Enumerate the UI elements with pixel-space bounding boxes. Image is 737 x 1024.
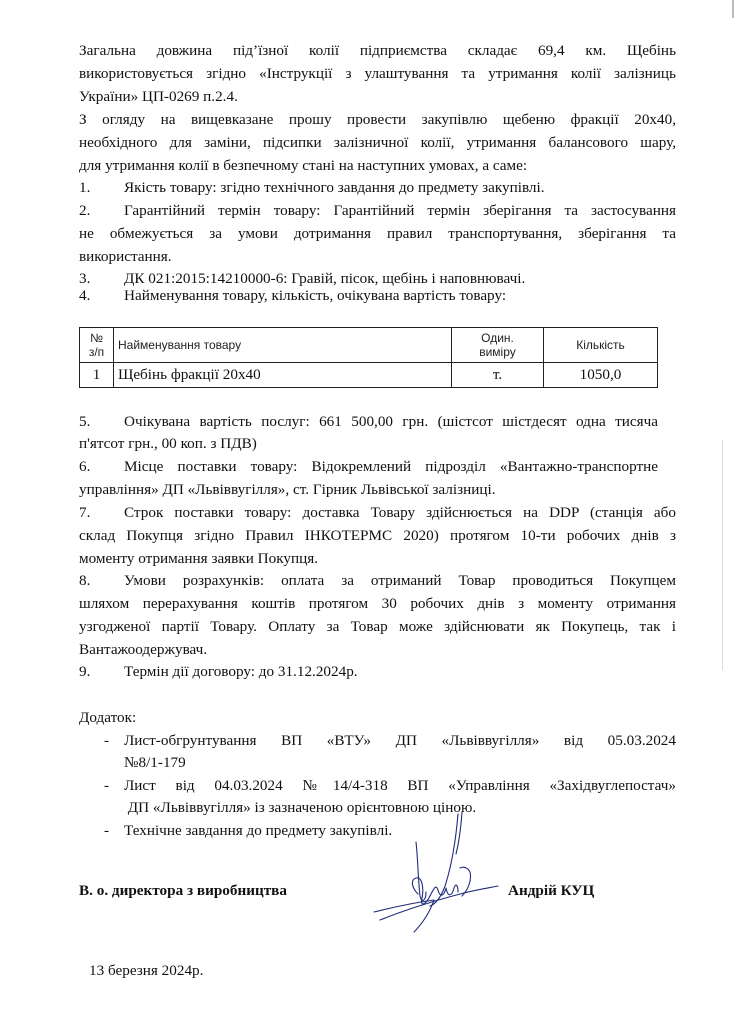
handwritten-signature: [360, 808, 510, 938]
item-number: 9.: [79, 663, 91, 680]
item-5-text-cont: п'ятсот грн., 00 коп. з ПДВ): [79, 435, 257, 452]
item-7-text: Строк поставки товару: доставка Товару здійснюється на DDP (станція або: [124, 504, 676, 521]
item-8-text-cont: шляхом перерахування коштів протягом 30 робочих днів з моменту отримання: [79, 595, 676, 612]
item-7-text-cont: моменту отримання заявки Покупця.: [79, 550, 319, 567]
attachment-2-text: Лист від 04.03.2024 №14/4-318 ВП «Управління «Західвуглепостач»: [124, 777, 676, 794]
signatory-position: В. о. директора з виробництва: [79, 882, 287, 899]
attachment-bullet: -: [104, 822, 110, 839]
col-header-number: [80, 328, 114, 363]
col-header-unit-line2: виміру: [479, 345, 516, 359]
cell-quantity: 1050,0: [544, 363, 658, 388]
col-header-unit: [452, 328, 544, 363]
attachment-1-text: Лист-обгрунтування ВП «ВТУ» ДП «Львіввугілля» від 05.03.2024: [124, 732, 676, 749]
col-header-name: Найменування товару: [114, 328, 452, 363]
item-6-text: Місце поставки товару: Відокремлений підрозділ «Вантажно-транспортне: [124, 458, 658, 475]
item-9-text: Термін дії договору: до 31.12.2024р.: [124, 663, 358, 680]
item-8-text-cont: узгодженої партії Товару. Оплату за Товар може здійснювати як Покупець, так і: [79, 618, 676, 635]
col-header-number-line1: №: [90, 331, 103, 345]
item-8-text: Умови розрахунків: оплата за отриманий Товар проводиться Покупцем: [124, 572, 676, 589]
item-number: 2.: [79, 202, 91, 219]
item-5-text: Очікувана вартість послуг: 661 500,00 грн. (шістсот шістдесят одна тисяча: [124, 413, 658, 430]
item-number: 7.: [79, 504, 91, 521]
item-number: 1.: [79, 179, 91, 196]
table-header-row: [80, 328, 658, 363]
attachment-1-text-cont: №8/1-179: [124, 754, 186, 771]
intro-line-4: З огляду на вищевказане прошу провести закупівлю щебеню фракції 20х40,: [79, 111, 676, 128]
item-number: 6.: [79, 458, 91, 475]
item-3-text: ДК 021:2015:14210000-6: Гравій, пісок, щебінь і наповнювачі.: [124, 270, 526, 287]
document-date: 13 березня 2024р.: [89, 962, 204, 979]
item-4-text: Найменування товару, кількість, очікувана вартість товару:: [124, 287, 507, 304]
attachment-2-text-cont: ДП «Львіввугілля» із зазначеною орієнтовною ціною.: [124, 799, 477, 816]
item-number: 3.: [79, 270, 91, 287]
col-header-unit-line1: Один.: [481, 331, 514, 345]
table-row: [80, 363, 658, 388]
goods-table: [79, 327, 658, 388]
item-2-text-cont: не обмежується за умови дотримання правил транспортування, зберігання та: [79, 225, 676, 242]
signatory-name: Андрій КУЦ: [508, 882, 595, 899]
scan-mark: [722, 440, 723, 670]
item-2-text: Гарантійний термін товару: Гарантійний термін зберігання та застосування: [124, 202, 676, 219]
intro-line-5: необхідного для заміни, підсипки залізничної колії, утримання балансового шару,: [79, 134, 676, 151]
item-7-text-cont: склад Покупця згідно Правил ІНКОТЕРМС 2020) протягом 10-ти робочих днів з: [79, 527, 676, 544]
item-1-text: Якість товару: згідно технічного завдання до предмету закупівлі.: [124, 179, 545, 196]
cell-number: 1: [80, 363, 114, 388]
attachment-bullet: -: [104, 777, 110, 794]
item-8-text-cont: Вантажоодержувач.: [79, 641, 208, 658]
cell-unit: т.: [452, 363, 544, 388]
attachments-heading: Додаток:: [79, 709, 137, 726]
col-header-number-line2: з/п: [88, 345, 105, 359]
item-number: 5.: [79, 413, 91, 430]
intro-line-2: використовується згідно «Інструкції з улаштування та утримання колії залізниць: [79, 65, 676, 82]
attachment-bullet: -: [104, 732, 110, 749]
intro-line-3: України» ЦП-0269 п.2.4.: [79, 88, 238, 105]
item-2-text-cont: використання.: [79, 248, 172, 265]
intro-line-1: Загальна довжина під’їзної колії підприємства складає 69,4 км. Щебінь: [79, 42, 676, 59]
item-6-text-cont: управління» ДП «Львіввугілля», ст. Гірник Львівської залізниці.: [79, 481, 496, 498]
intro-line-6: для утримання колії в безпечному стані на наступних умовах, а саме:: [79, 157, 528, 174]
col-header-quantity: Кількість: [544, 328, 658, 363]
item-number: 4.: [79, 287, 91, 304]
scan-mark: [732, 0, 734, 18]
item-number: 8.: [79, 572, 91, 589]
attachment-3-text: Технічне завдання до предмету закупівлі.: [124, 822, 393, 839]
cell-name: Щебінь фракції 20х40: [114, 363, 452, 388]
